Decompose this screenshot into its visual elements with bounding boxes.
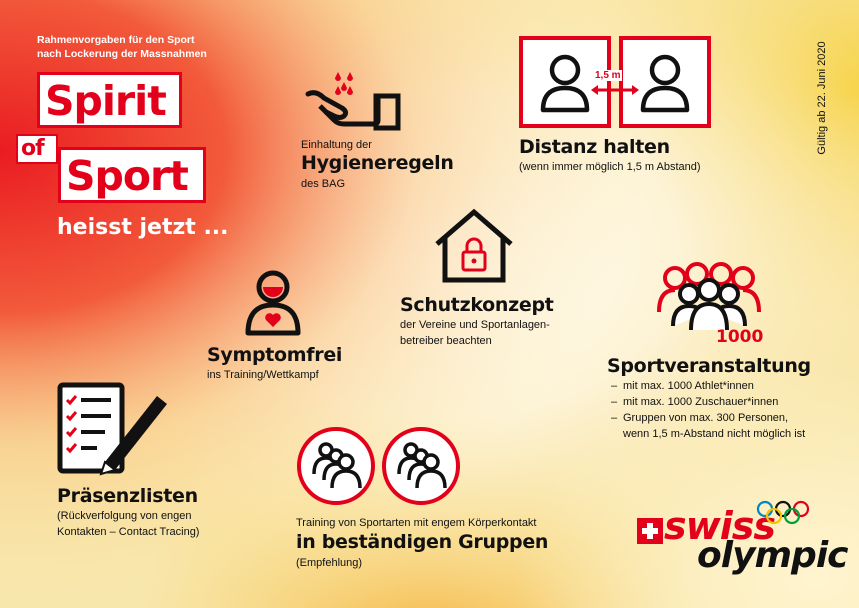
hygiene-post: des BAG: [301, 178, 346, 190]
symptom-sub: ins Training/Wettkampf: [207, 369, 319, 381]
brand-of: of: [16, 134, 58, 164]
event-item: – mit max. 1000 Athlet*innen: [611, 378, 805, 394]
presence-sub-1: (Rückverfolgung von engen: [57, 510, 192, 522]
event-list: [611, 378, 805, 442]
event-item: – Gruppen von max. 300 Personen,: [611, 410, 805, 426]
presence-sub-2: Kontakten – Contact Tracing): [57, 526, 200, 538]
event-badge: 1000: [716, 327, 764, 347]
schutz-sub-1: der Vereine und Sportanlagen-: [400, 319, 550, 331]
distance-label: 1,5 m: [595, 70, 621, 81]
brand-spirit: Spirit: [37, 72, 182, 128]
symptom-title: Symptomfrei: [207, 344, 343, 366]
logo-olympic: olympic: [697, 535, 848, 576]
checklist-pen-icon: [57, 382, 169, 476]
groups-title: in beständigen Gruppen: [296, 531, 549, 553]
event-item: wenn 1,5 m-Abstand nicht möglich ist: [623, 428, 806, 440]
distance-title: Distanz halten: [519, 136, 670, 158]
schutz-title: Schutzkonzept: [400, 294, 554, 316]
schutz-sub-2: betreiber beachten: [400, 335, 492, 347]
olympic-rings-icon: [756, 500, 810, 526]
brand-sport: Sport: [58, 147, 206, 203]
person-heart-icon: [245, 270, 301, 336]
brand-tagline: heisst jetzt ...: [57, 215, 229, 240]
logo-swiss: swiss: [664, 504, 775, 548]
house-lock-icon: [433, 208, 515, 284]
validity-text: Gültig ab 22. Juni 2020: [816, 41, 828, 155]
hygiene-title: Hygieneregeln: [301, 152, 454, 174]
event-item: – mit max. 1000 Zuschauer*innen: [611, 394, 805, 410]
event-title: Sportveranstaltung: [607, 355, 811, 377]
group-circle-icon: [296, 426, 376, 506]
groups-pre: Training von Sportarten mit engem Körperkontakt: [296, 517, 537, 529]
distance-sub: (wenn immer möglich 1,5 m Abstand): [519, 161, 701, 173]
presence-title: Präsenzlisten: [57, 485, 198, 507]
hand-drops-icon: [306, 70, 402, 132]
group-circle-icon: [381, 426, 461, 506]
swiss-cross-icon: [637, 518, 663, 544]
hygiene-pre: Einhaltung der: [301, 139, 372, 151]
two-persons-distance-icon: [519, 36, 711, 128]
header-line-1: Rahmenvorgaben für den Sport: [37, 34, 195, 46]
groups-post: (Empfehlung): [296, 557, 363, 569]
header-text: [37, 33, 207, 61]
header-line-2: nach Lockerung der Massnahmen: [37, 48, 207, 60]
